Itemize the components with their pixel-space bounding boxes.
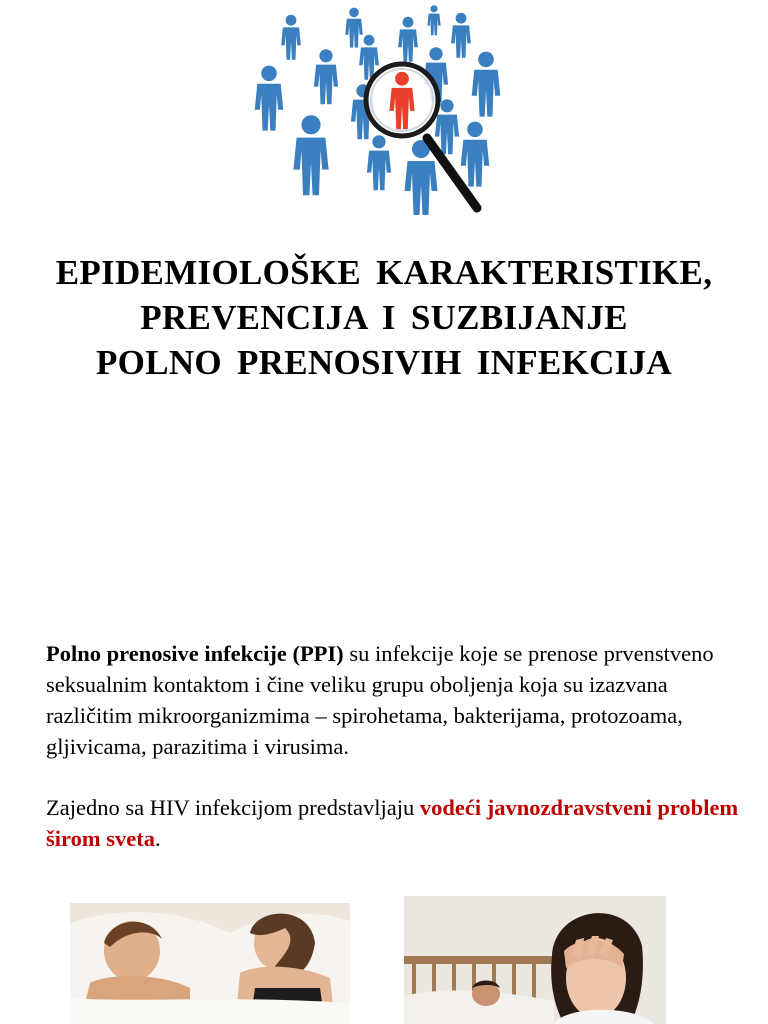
title-line-2: PREVENCIJA I SUZBIJANJE — [140, 298, 628, 337]
crowd-magnifier-illustration — [249, 0, 509, 220]
public-health-highlight: vodeći javnozdravstveni problem širom sveta — [46, 795, 739, 851]
woman-headache-photo — [404, 896, 666, 1024]
page-title — [0, 250, 768, 385]
title-line-3: POLNO PRENOSIVIH INFEKCIJA — [96, 343, 672, 382]
title-line-1: EPIDEMIOLOŠKE KARAKTERISTIKE, — [55, 253, 713, 292]
definition-text: su infekcije koje se prenose prvenstveno seksualnim kontaktom i čine veliku grupu oboljenja koja su izazvana različitim mikroorganizmima – spirohetama, bakterijama, protozoama, gljivicama, parazitima i virusima. — [46, 641, 714, 759]
definition-term: Polno prenosive infekcije (PPI) — [46, 641, 344, 666]
crowd-svg — [249, 0, 509, 220]
public-health-paragraph — [46, 792, 746, 854]
woman-photo-svg — [404, 896, 666, 1024]
public-health-end: . — [154, 826, 161, 851]
definition-paragraph — [46, 638, 746, 762]
couple-photo-svg — [70, 903, 350, 1024]
couple-in-bed-photo — [70, 903, 350, 1024]
public-health-text: Zajedno sa HIV infekcijom predstavljaju — [46, 795, 420, 820]
